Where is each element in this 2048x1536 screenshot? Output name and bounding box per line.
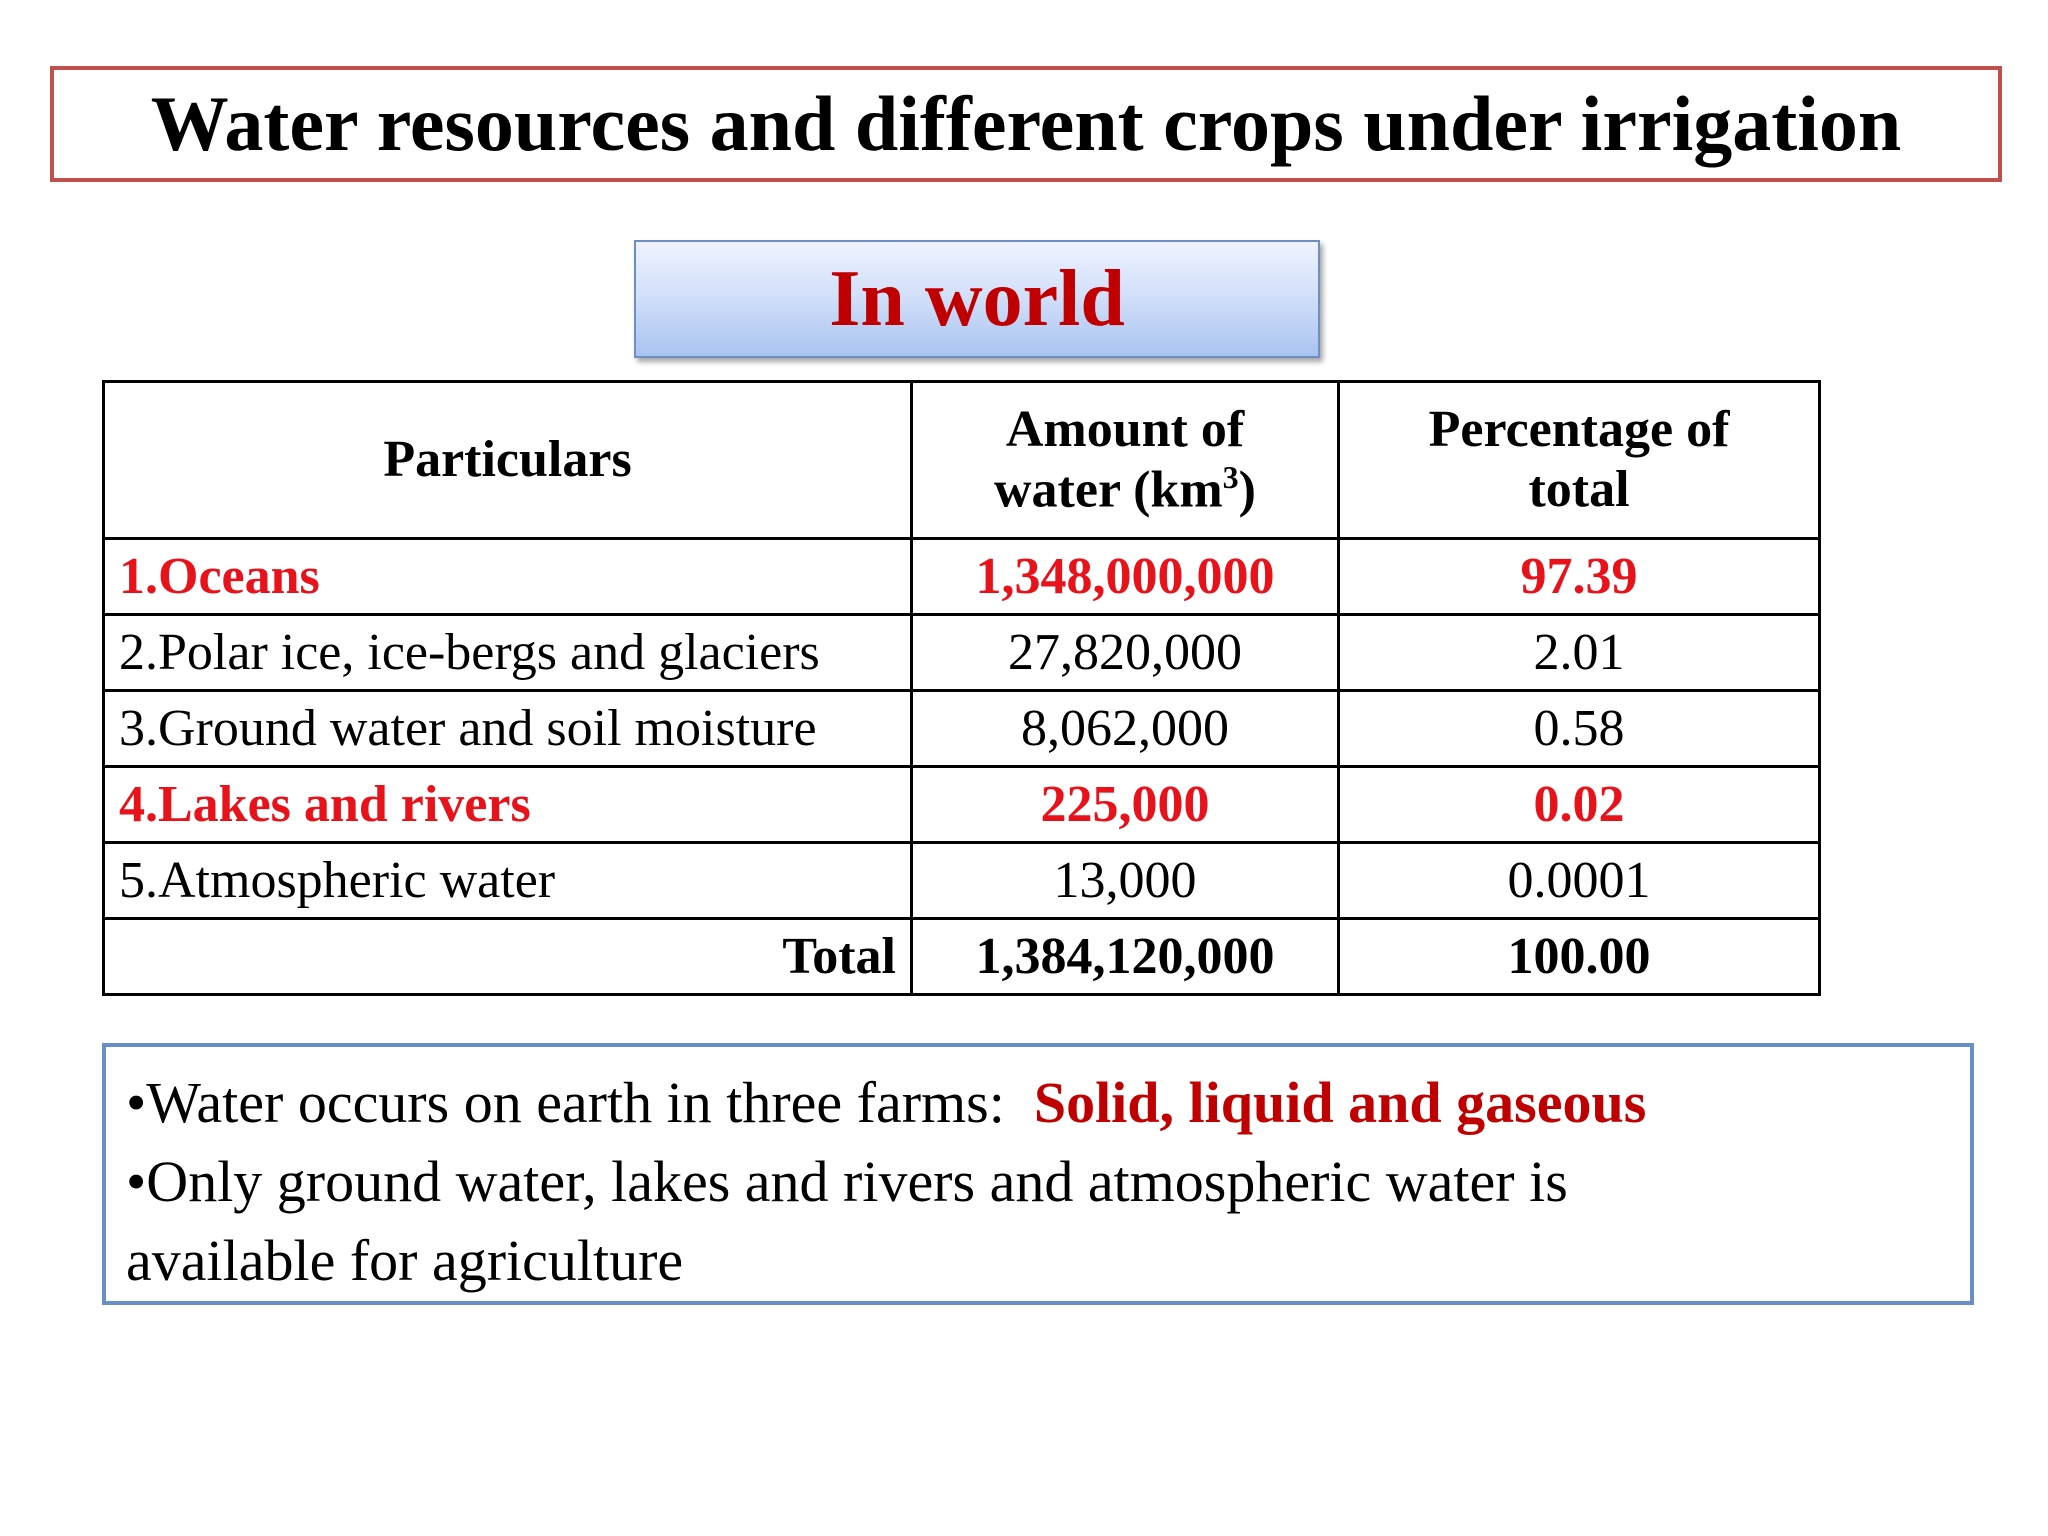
total-percentage: 100.00 [1339, 919, 1820, 995]
table-row [104, 843, 1820, 919]
slide-title: Water resources and different crops under irrigation [150, 80, 1902, 167]
table-row [104, 615, 1820, 691]
row-percentage: 97.39 [1339, 539, 1820, 615]
header-percentage [1339, 382, 1820, 539]
water-resources-table [102, 380, 1821, 996]
table-row [104, 767, 1820, 843]
title-banner [50, 66, 2002, 182]
row-percentage: 2.01 [1339, 615, 1820, 691]
row-particular: 1.Oceans [104, 539, 912, 615]
note-line-1-text: •Water occurs on earth in three farms: [126, 1070, 1034, 1135]
row-amount: 1,348,000,000 [912, 539, 1339, 615]
note-line-1-emphasis: Solid, liquid and gaseous [1033, 1070, 1647, 1135]
note-line-1 [126, 1063, 1950, 1142]
header-amount-line1: Amount of [1005, 400, 1245, 458]
header-particulars [104, 382, 912, 539]
notes-box [102, 1043, 1974, 1305]
header-percentage-line1: Percentage of [1428, 401, 1730, 459]
table-row [104, 691, 1820, 767]
row-particular: 2.Polar ice, ice-bergs and glaciers [104, 615, 912, 691]
row-percentage: 0.58 [1339, 691, 1820, 767]
header-amount-line2: water (km [994, 461, 1223, 519]
row-amount: 225,000 [912, 767, 1339, 843]
header-percentage-line2: total [1528, 461, 1630, 518]
header-amount-sup: 3 [1222, 459, 1239, 496]
subtitle-banner [634, 240, 1320, 358]
note-line-3: available for agriculture [126, 1228, 684, 1293]
row-particular: 4.Lakes and rivers [104, 767, 912, 843]
table-header-row [104, 382, 1820, 539]
header-amount-close: ) [1238, 461, 1256, 519]
row-percentage: 0.0001 [1339, 843, 1820, 919]
row-particular: 5.Atmospheric water [104, 843, 912, 919]
row-percentage: 0.02 [1339, 767, 1820, 843]
row-amount: 13,000 [912, 843, 1339, 919]
table-total-row [104, 919, 1820, 995]
total-amount: 1,384,120,000 [912, 919, 1339, 995]
row-amount: 8,062,000 [912, 691, 1339, 767]
row-amount: 27,820,000 [912, 615, 1339, 691]
slide-subtitle: In world [829, 255, 1125, 343]
total-label: Total [104, 919, 912, 995]
row-particular: 3.Ground water and soil moisture [104, 691, 912, 767]
header-particulars-label: Particulars [383, 431, 632, 489]
header-amount [912, 382, 1339, 539]
table-row [104, 539, 1820, 615]
note-line-2: •Only ground water, lakes and rivers and atmospheric water is [126, 1149, 1568, 1214]
